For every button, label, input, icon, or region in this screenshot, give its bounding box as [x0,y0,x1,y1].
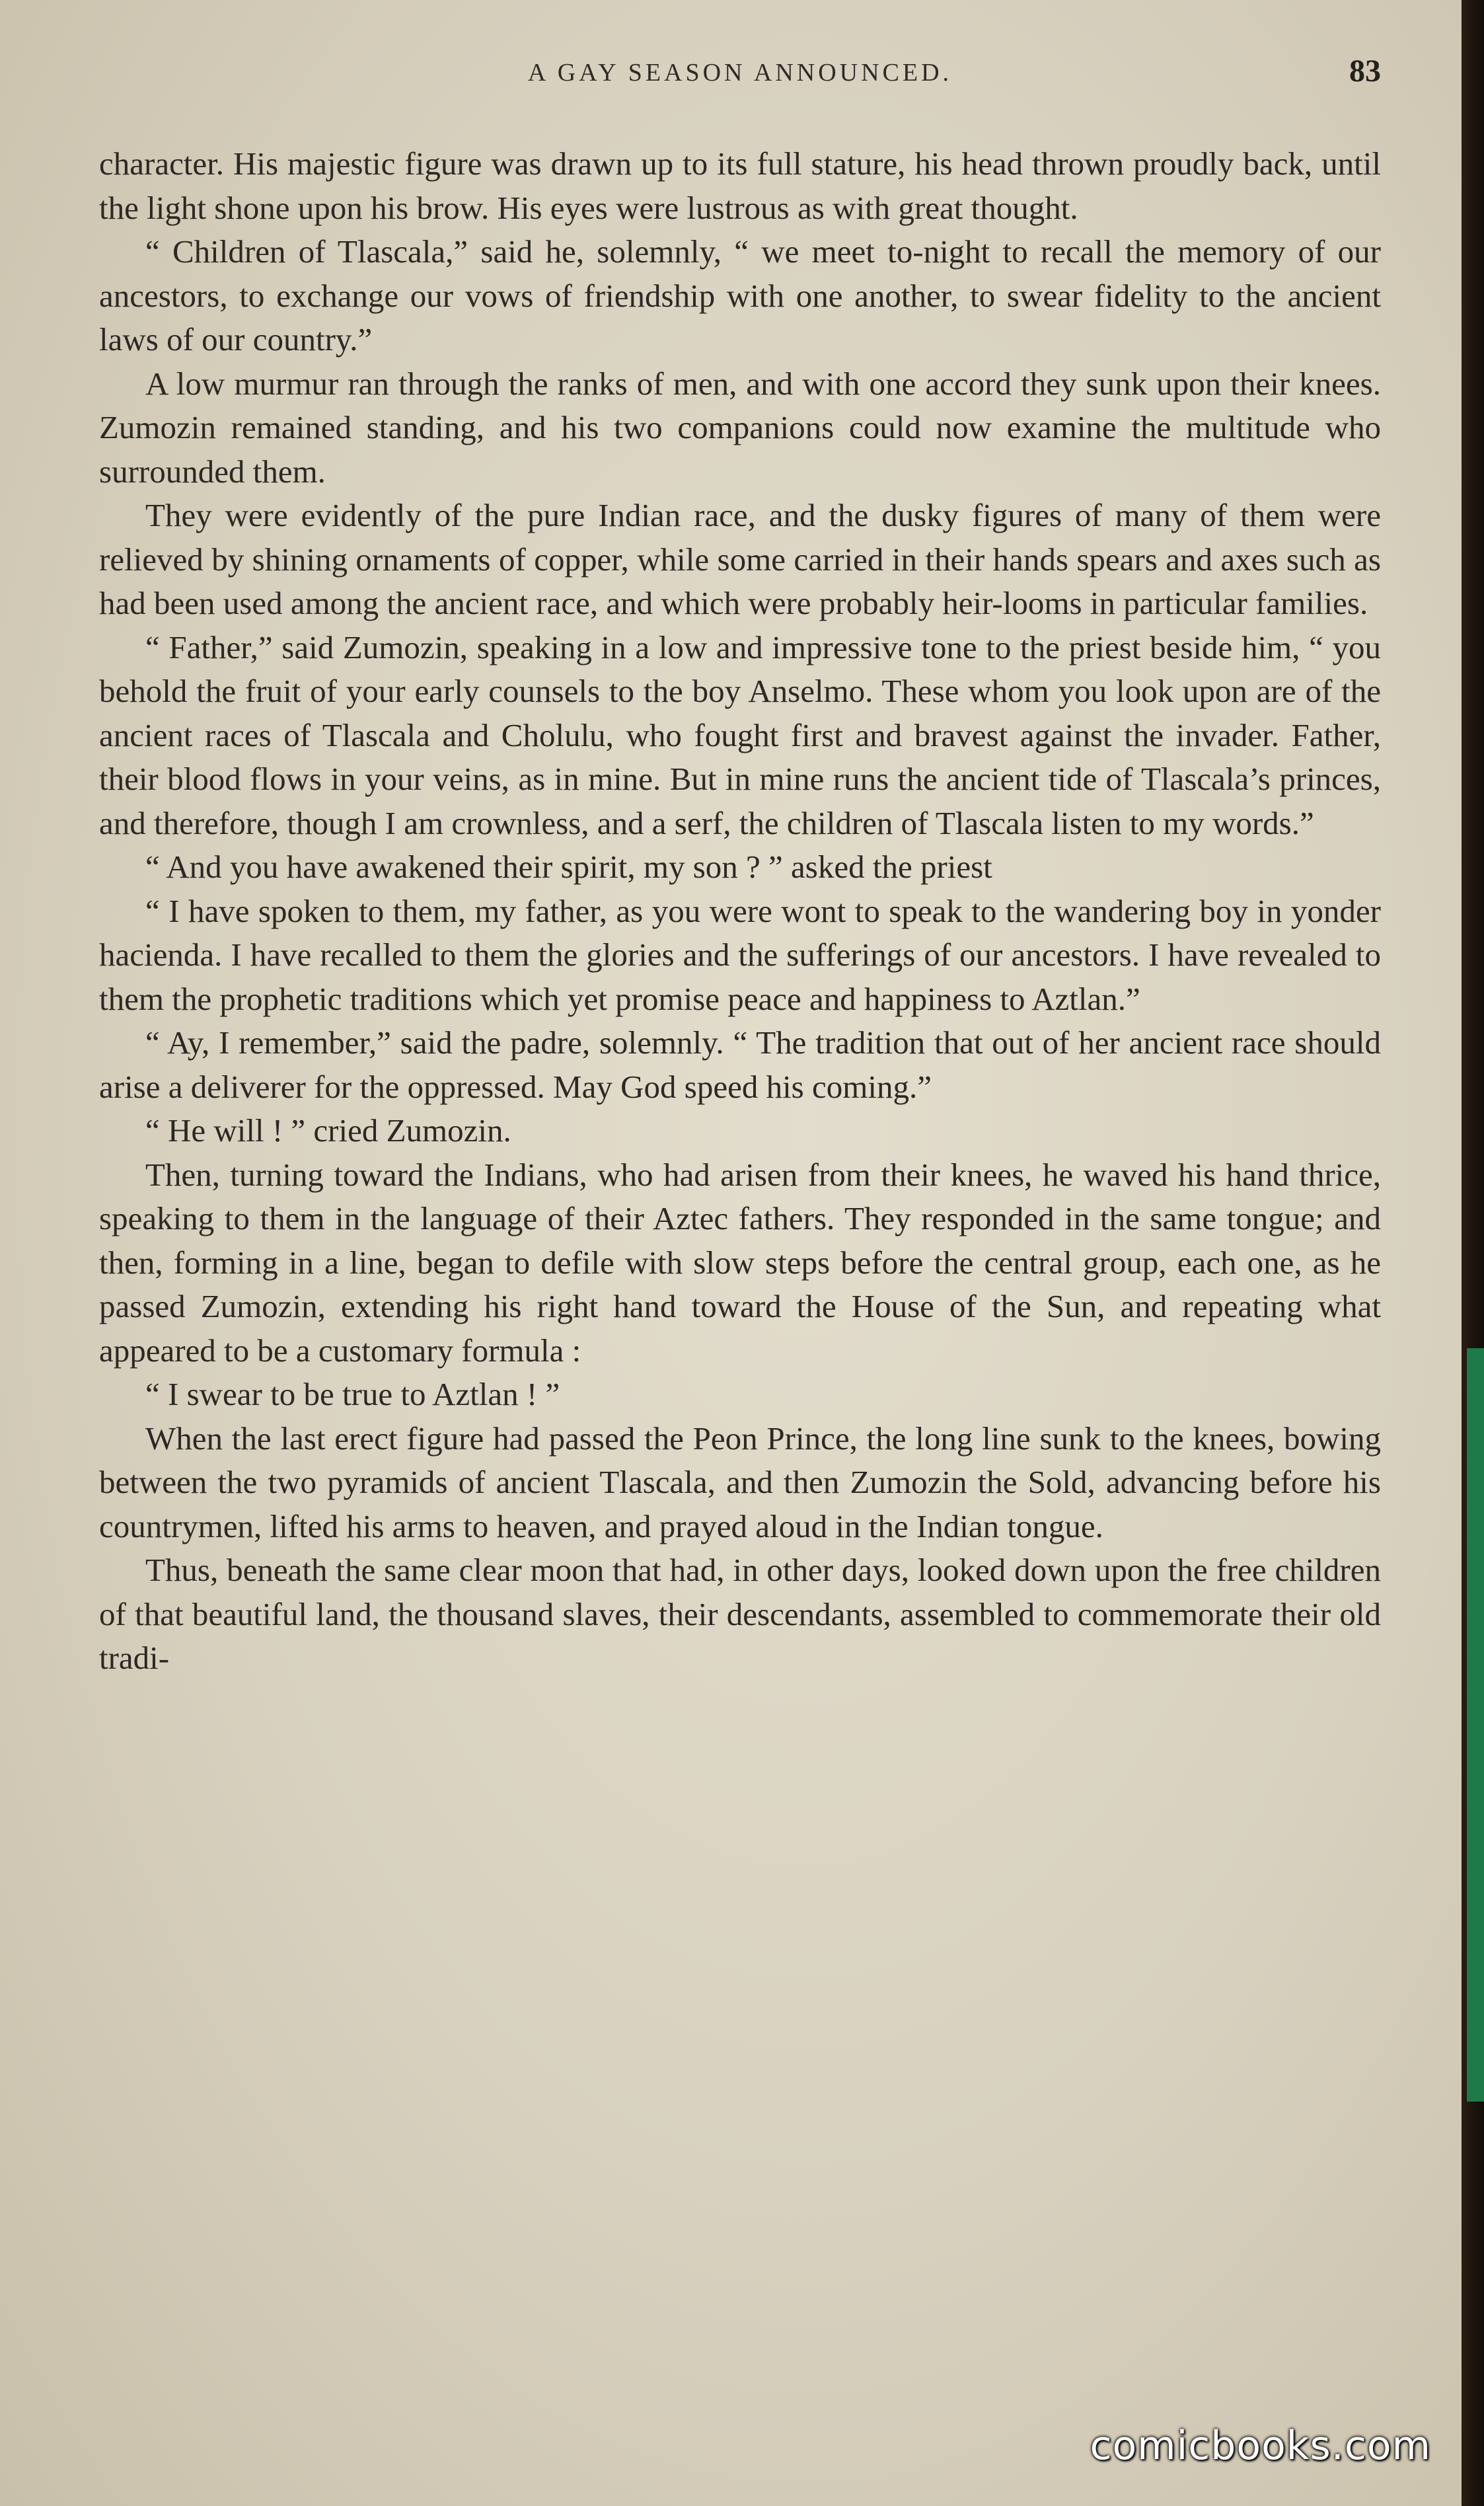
paragraph: “ I swear to be true to Aztlan ! ” [145,1376,560,1412]
paragraph: Then, turning toward the Indians, who had arisen from their knees, he waved his hand thrice, speaking to them in the language of their Aztec fathers. They responded in the same tongue; and then, forming in a line, began to defile with slow steps before the central group, each one, as he passed Zumozin, extending his right hand toward the House of the Sun, and repeating what appeared to be a customary formula : [99,1156,1381,1369]
paragraph: “ Ay, I remember,” said the padre, solemnly. “ The tradition that out of her ancient race should arise a deliverer for the oppressed. May God speed his coming.” [99,1024,1381,1105]
running-head [99,53,1381,106]
text-body [99,142,1381,1681]
paragraph: “ He will ! ” cried Zumozin. [145,1112,511,1149]
paragraph: Thus, beneath the same clear moon that had, in other days, looked down upon the free children of that beautiful land, the thousand slaves, their descendants, assembled to commemorate their old tradi- [99,1552,1381,1676]
watermark-logo: comicbooks.com [1090,2423,1431,2469]
paragraph: “ Children of Tlascala,” said he, solemnly, “ we meet to-night to recall the memory of our ancestors, to exchange our vows of friendship with one another, to swear fidelity to the ancient laws of our country.” [99,233,1381,358]
header-title: A GAY SEASON ANNOUNCED. [527,59,953,87]
paragraph: A low murmur ran through the ranks of men, and with one accord they sunk upon their knees. Zumozin remained standing, and his two companions could now examine the multitude who surrounded them. [99,365,1381,490]
paragraph: “ And you have awakened their spirit, my son ? ” asked the priest [145,849,992,885]
page-number: 83 [1349,54,1381,89]
paragraph: They were evidently of the pure Indian race, and the dusky figures of many of them were relieved by shining ornaments of copper, while some carried in their hands spears and axes such as had been used among the ancient race, and which were probably heir-looms in particular families. [99,497,1381,621]
paragraph: “ Father,” said Zumozin, speaking in a low and impressive tone to the priest beside him, “ you behold the fruit of your early counsels to the boy Anselmo. These whom you look upon are of the ancient races of Tlascala and Cholulu, who fought first and bravest against the invader. Father, their blood flows in your veins, as in mine. But in mine runs the ancient tide of Tlascala’s princes, and therefore, though I am crownless, and a serf, the children of Tlascala listen to my words.” [99,628,1381,841]
paragraph: character. His majestic figure was drawn up to its full stature, his head thrown proudly back, until the light shone upon his brow. His eyes were lustrous as with great thought. [99,145,1381,226]
paragraph: When the last erect figure had passed the Peon Prince, the long line sunk to the knees, bowing between the two pyramids of ancient Tlascala, and then Zumozin the Sold, advancing before his countrymen, lifted his arms to heaven, and prayed aloud in the Indian tongue. [99,1420,1381,1544]
green-cover-edge [1467,1348,1484,2102]
page-edge [1462,0,1484,2506]
paragraph: “ I have spoken to them, my father, as you were wont to speak to the wandering boy in yonder hacienda. I have recalled to them the glories and the sufferings of our ancestors. I have revealed to them the prophetic traditions which yet promise peace and happiness to Aztlan.” [99,892,1381,1017]
